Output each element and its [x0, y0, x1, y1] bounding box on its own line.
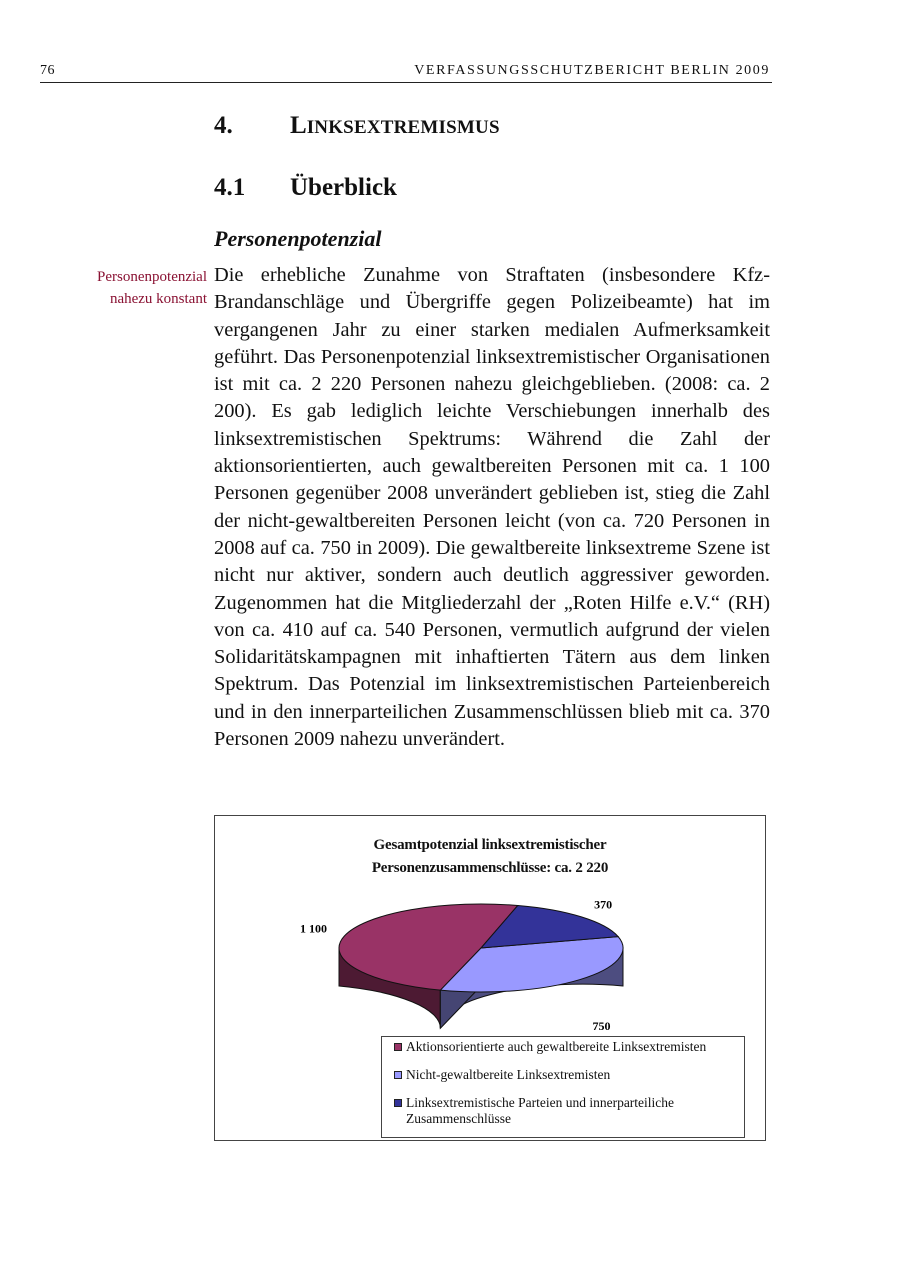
legend-item-2: [394, 1095, 736, 1127]
margin-note-line2: nahezu konstant: [109, 291, 207, 307]
margin-note: [97, 266, 207, 310]
margin-note-line1: Personenpotenzial: [97, 269, 207, 285]
pie-value-label-2: 370: [594, 897, 613, 912]
chart-title-line2: Personenzusammenschlüsse: ca. 2 220: [371, 860, 609, 876]
legend-label-1: Nicht-gewaltbereite Linksextremisten: [406, 1067, 611, 1082]
chapter-title-rest: INKSEXTREMISMUS: [306, 117, 500, 138]
pie-value-label-1: 750: [592, 1019, 611, 1034]
body-paragraph: Die erhebliche Zunahme von Straftaten (insbesondere Kfz-Brandanschläge und Übergriffe gegen Polizeibeamte) hat im vergangenen Jahr zu einer starken medialen Aufmerksamkeit geführt. Das Personenpotenzial linksextremistischer Organisationen ist mit ca. 2 220 Personen nahezu gleichgeblieben. (2008: ca. 2 200). Es gab lediglich leichte Verschiebungen innerhalb des linksextremistischen Spektrums: Während die Zahl der aktionsorientierten, auch gewaltbereiten Personen mit ca. 1 100 Personen gegenüber 2008 unverändert geblieben ist, stieg die Zahl der nicht-gewaltbereiten Personen leicht (von ca. 720 Personen in 2008 auf ca. 750 in 2009). Die gewaltbereite linksextreme Szene ist nicht nur aktiver, sondern auch deutlich aggressiver geworden. Zugenommen hat die Mitgliederzahl der „Roten Hilfe e.V.“ (RH) von ca. 410 auf ca. 540 Personen, vermutlich aufgrund der vielen Solidaritätskampagnen mit inhaftierten Tätern aus dem linken Spektrum. Das Potenzial im linksextremistischen Parteienbereich und in den innerparteilichen Zusammenschlüssen blieb mit ca. 370 Personen 2009 nahezu unverändert.: [214, 264, 770, 751]
legend-item-0: [394, 1039, 736, 1055]
header-rule: [40, 82, 772, 83]
chart-legend: [381, 1036, 745, 1138]
legend-item-1: [394, 1067, 736, 1083]
page-number: 76: [40, 63, 55, 78]
chart-title-line1: Gesamtpotenzial linksextremistischer: [373, 837, 607, 853]
subheading: Personenpotenzial: [214, 226, 382, 251]
section-heading: [214, 174, 397, 202]
legend-label-0: Aktionsorientierte auch gewaltbereite Linksextremisten: [406, 1039, 707, 1054]
legend-swatch-1: [394, 1071, 402, 1079]
legend-swatch-2: [394, 1099, 402, 1107]
section-number: 4.1: [214, 174, 246, 201]
legend-swatch-0: [394, 1043, 402, 1051]
legend-label-2: Linksextremistische Parteien und innerparteiliche Zusammenschlüsse: [406, 1095, 675, 1126]
chapter-heading: [214, 112, 500, 140]
section-title: Überblick: [290, 174, 397, 201]
running-header: VERFASSUNGSSCHUTZBERICHT BERLIN 2009: [414, 63, 770, 78]
pie-chart: [215, 816, 765, 1036]
chapter-title-initial: L: [290, 112, 307, 139]
pie-value-label-0: 1 100: [300, 921, 328, 936]
chapter-number: 4.: [214, 112, 233, 139]
chart-box: [214, 815, 766, 1141]
